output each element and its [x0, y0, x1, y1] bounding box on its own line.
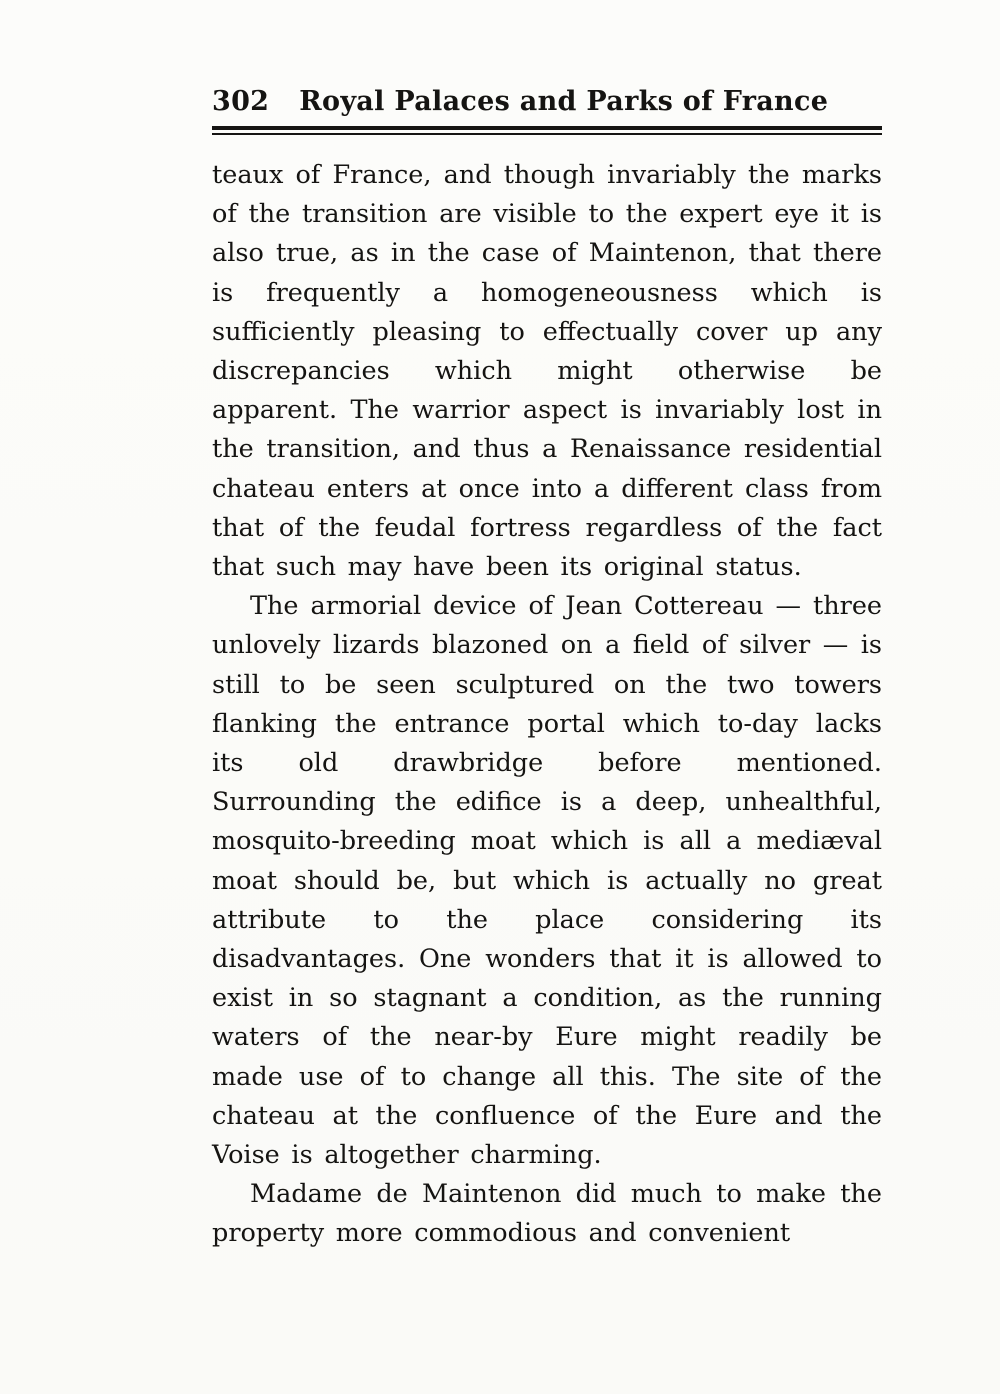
text-column — [212, 86, 882, 1254]
paragraph: The armorial device of Jean Cottereau — three unlovely lizards blazoned on a field of silver — is still to be seen sculptured on the two towers flanking the entrance portal which to-day lacks its old drawbridge before mentioned. Surrounding the edifice is a deep, unhealthful, mosquito-breeding moat which is all a mediæval moat should be, but which is actually no great attribute to the place considering its disadvantages. One wonders that it is allowed to exist in so stagnant a condition, as the running waters of the near-by Eure might readily be made use of to change all this. The site of the chateau at the confluence of the Eure and the Voise is altogether charming. — [212, 591, 882, 1171]
body-text — [212, 156, 882, 1254]
page-number: 302 — [212, 86, 270, 117]
running-title: Royal Palaces and Parks of France — [299, 86, 829, 117]
running-head — [212, 86, 882, 117]
paragraph: Madame de Maintenon did much to make the property more commodious and convenient — [212, 1179, 882, 1249]
header-rule — [212, 126, 882, 130]
paragraph: teaux of France, and though invariably the marks of the transition are visible to the expert eye it is also true, as in the case of Maintenon, that there is frequently a homogeneousness which is sufficiently pleasing to effectually cover up any discrepancies which might otherwise be apparent. The warrior aspect is invariably lost in the transition, and thus a Renaissance residential chateau enters at once into a different class from that of the feudal fortress regardless of the fact that such may have been its original status. — [212, 160, 882, 583]
